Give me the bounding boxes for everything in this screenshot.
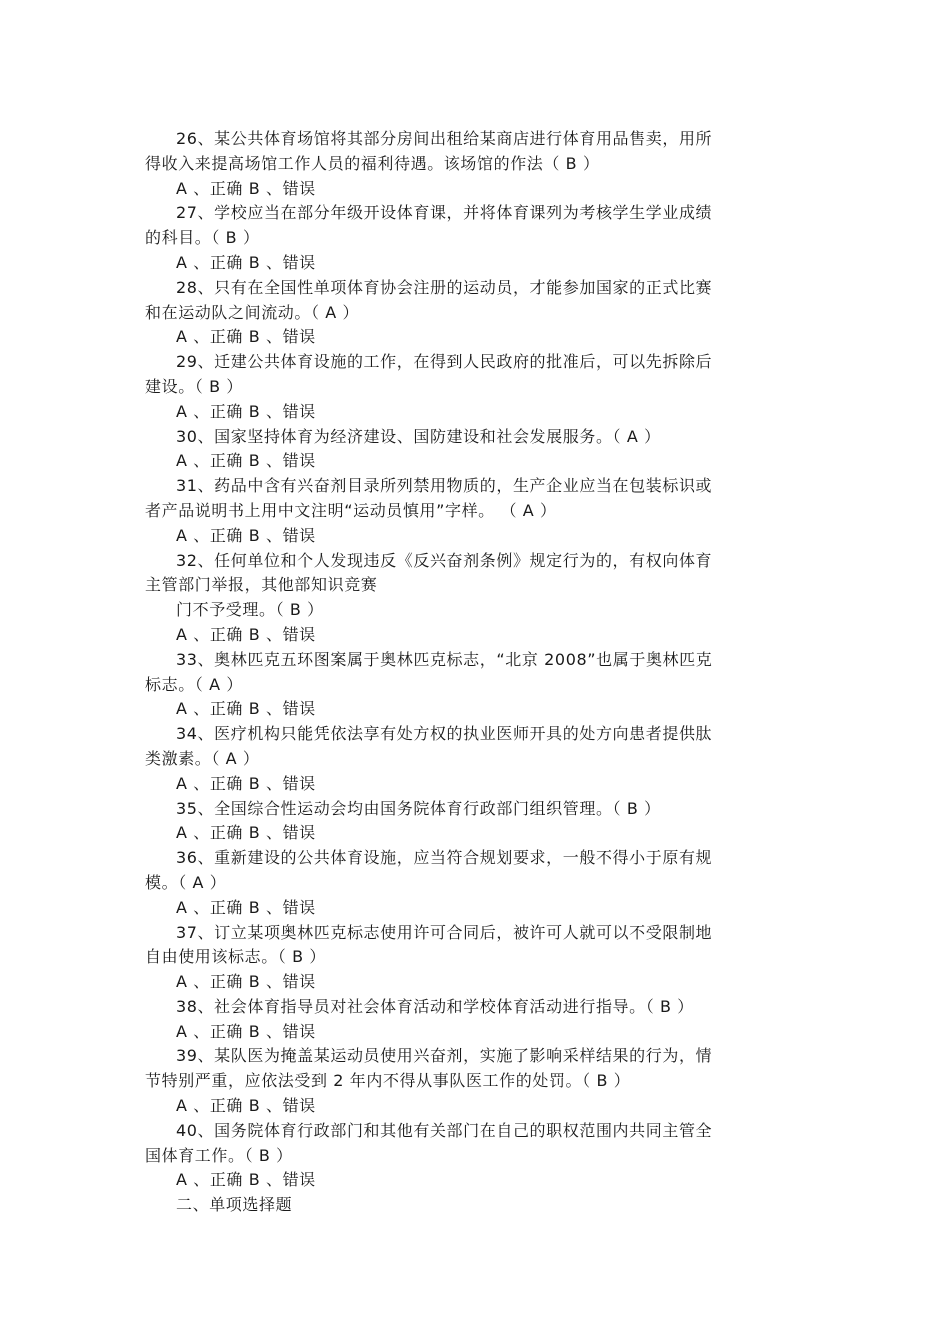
question-item xyxy=(145,1119,795,1193)
answer-options: A 、正确 B 、错误 xyxy=(176,1021,316,1041)
answer-options: A 、正确 B 、错误 xyxy=(176,624,316,644)
question-text-continued: 门不予受理。（ B ） xyxy=(176,600,324,620)
question-item xyxy=(145,127,795,201)
question-text: 28、只有在全国性单项体育协会注册的运动员，才能参加国家的正式比赛 xyxy=(176,277,713,297)
question-text-continued: 和在运动队之间流动。（ A ） xyxy=(145,302,360,322)
question-text: 36、重新建设的公共体育设施，应当符合规划要求，一般不得小于原有规 xyxy=(176,848,713,868)
answer-options: A 、正确 B 、错误 xyxy=(176,401,316,421)
answer-options: A 、正确 B 、错误 xyxy=(176,451,316,471)
answer-options: A 、正确 B 、错误 xyxy=(176,327,316,347)
question-text: 40、国务院体育行政部门和其他有关部门在自己的职权范围内共同主管全 xyxy=(176,1120,713,1140)
question-text-continued: 自由使用该标志。（ B ） xyxy=(145,947,326,967)
question-text-continued: 类激素。（ A ） xyxy=(145,748,260,768)
question-text: 32、任何单位和个人发现违反《反兴奋剂条例》规定行为的，有权向体育 xyxy=(176,550,713,570)
question-text: 35、全国综合性运动会均由国务院体育行政部门组织管理。（ B ） xyxy=(176,798,661,818)
question-item xyxy=(145,846,795,920)
question-text: 38、社会体育指导员对社会体育活动和学校体育活动进行指导。（ B ） xyxy=(176,996,694,1016)
answer-options: A 、正确 B 、错误 xyxy=(176,823,316,843)
question-text: 34、医疗机构只能凭依法享有处方权的执业医师开具的处方向患者提供肽 xyxy=(176,724,713,744)
answer-options: A 、正确 B 、错误 xyxy=(176,773,316,793)
answer-options: A 、正确 B 、错误 xyxy=(176,1096,316,1116)
answer-options: A 、正确 B 、错误 xyxy=(176,252,316,272)
question-text-continued: 标志。（ A ） xyxy=(145,674,243,694)
question-item xyxy=(145,201,795,275)
answer-options: A 、正确 B 、错误 xyxy=(176,178,316,198)
question-text: 30、国家坚持体育为经济建设、国防建设和社会发展服务。（ A ） xyxy=(176,426,661,446)
question-item xyxy=(145,921,795,995)
question-text-continued: 模。（ A ） xyxy=(145,872,227,892)
question-text-continued: 主管部门举报，其他部知识竞赛 xyxy=(145,575,378,595)
question-text: 29、迁建公共体育设施的工作，在得到人民政府的批准后，可以先拆除后 xyxy=(176,352,713,372)
question-item xyxy=(145,648,795,722)
question-text: 39、某队医为掩盖某运动员使用兴奋剂，实施了影响采样结果的行为，情 xyxy=(176,1046,713,1066)
question-item xyxy=(145,995,795,1045)
question-item xyxy=(145,425,795,475)
answer-options: A 、正确 B 、错误 xyxy=(176,897,316,917)
section-heading: 二、单项选择题 xyxy=(176,1195,293,1215)
question-text-continued: 得收入来提高场馆工作人员的福利待遇。该场馆的作法（ B ） xyxy=(145,153,600,173)
question-text-continued: 的科目。（ B ） xyxy=(145,228,260,248)
question-text: 37、订立某项奥林匹克标志使用许可合同后，被许可人就可以不受限制地 xyxy=(176,922,713,942)
question-text: 33、奥林匹克五环图案属于奥林匹克标志，“北京 2008”也属于奥林匹克 xyxy=(176,649,713,669)
answer-options: A 、正确 B 、错误 xyxy=(176,1170,316,1190)
question-text-continued: 建设。（ B ） xyxy=(145,376,243,396)
answer-options: A 、正确 B 、错误 xyxy=(176,525,316,545)
question-item xyxy=(145,549,795,648)
question-item xyxy=(145,797,795,847)
question-text-continued: 节特别严重，应依法受到 2 年内不得从事队医工作的处罚。（ B ） xyxy=(145,1071,631,1091)
question-item xyxy=(145,722,795,796)
question-item xyxy=(145,474,795,548)
question-text: 31、药品中含有兴奋剂目录所列禁用物质的，生产企业应当在包装标识或 xyxy=(176,476,713,496)
question-text: 27、学校应当在部分年级开设体育课，并将体育课列为考核学生学业成绩 xyxy=(176,203,713,223)
document-page xyxy=(145,127,795,1218)
question-item xyxy=(145,276,795,350)
question-item xyxy=(145,1044,795,1118)
answer-options: A 、正确 B 、错误 xyxy=(176,699,316,719)
answer-options: A 、正确 B 、错误 xyxy=(176,972,316,992)
question-text-continued: 国体育工作。（ B ） xyxy=(145,1145,293,1165)
question-text: 26、某公共体育场馆将其部分房间出租给某商店进行体育用品售卖，用所 xyxy=(176,129,713,148)
question-text-continued: 者产品说明书上用中文注明“运动员慎用”字样。 （ A ） xyxy=(145,500,557,520)
question-item xyxy=(145,350,795,424)
